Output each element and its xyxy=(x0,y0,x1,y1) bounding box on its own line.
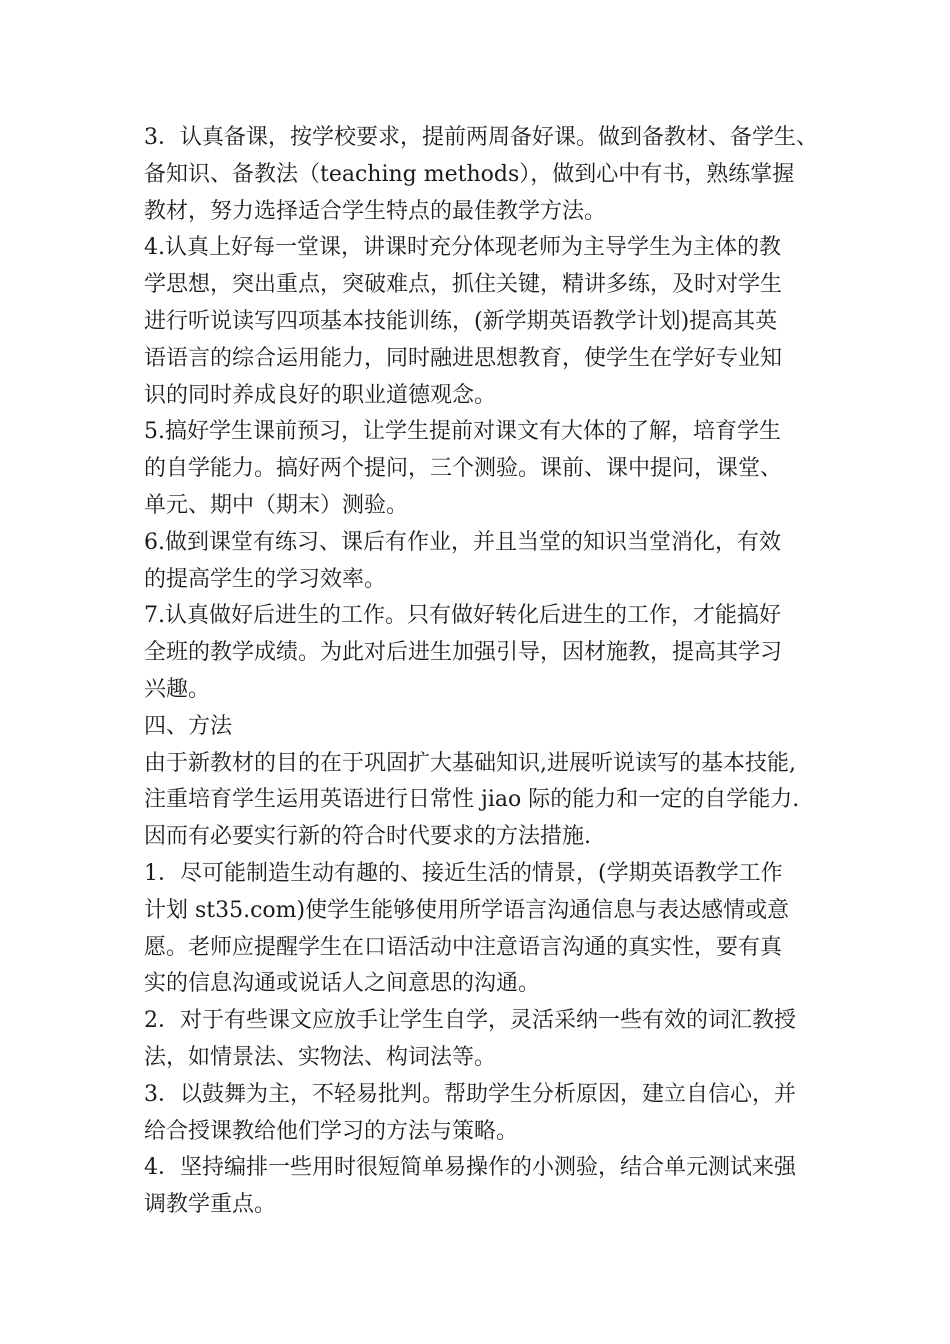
text-line: 注重培育学生运用英语进行日常性 jiao 际的能力和一定的自学能力. xyxy=(144,787,800,813)
text-line: 兴趣。 xyxy=(144,676,211,702)
text-line: 给合授课教给他们学习的方法与策略。 xyxy=(144,1118,519,1144)
text-line: 的提高学生的学习效率。 xyxy=(144,566,387,592)
text-line: 识的同时养成良好的职业道德观念。 xyxy=(144,382,497,408)
text-line: 备知识、备教法（teaching methods），做到心中有书，熟练掌握 xyxy=(144,161,795,187)
text-line: 全班的教学成绩。为此对后进生加强引导，因材施教，提高其学习 xyxy=(144,640,783,666)
text-line: 4．坚持编排一些用时很短简单易操作的小测验，结合单元测试来强 xyxy=(144,1155,796,1181)
text-line: 4.认真上好每一堂课，讲课时充分体现老师为主导学生为主体的教 xyxy=(144,235,781,261)
text-line: 7.认真做好后进生的工作。只有做好转化后进生的工作，才能搞好 xyxy=(144,603,781,629)
text-line: 3．以鼓舞为主，不轻易批判。帮助学生分析原因，建立自信心，并 xyxy=(144,1081,796,1107)
text-line: 调教学重点。 xyxy=(144,1192,277,1218)
text-line: 6.做到课堂有练习、课后有作业，并且当堂的知识当堂消化，有效 xyxy=(144,529,781,555)
text-line: 实的信息沟通或说话人之间意思的沟通。 xyxy=(144,971,541,997)
document-body xyxy=(144,120,834,1224)
text-line: 学思想，突出重点，突破难点，抓住关键，精讲多练，及时对学生 xyxy=(144,272,783,298)
text-line: 由于新教材的目的在于巩固扩大基础知识,进展听说读写的基本技能, xyxy=(144,750,796,776)
text-line: 的自学能力。搞好两个提问，三个测验。课前、课中提问，课堂、 xyxy=(144,456,783,482)
text-line: 2．对于有些课文应放手让学生自学，灵活采纳一些有效的词汇教授 xyxy=(144,1008,796,1034)
text-line: 法，如情景法、实物法、构词法等。 xyxy=(144,1044,497,1070)
text-line: 计划 st35.com)使学生能够使用所学语言沟通信息与表达感情或意 xyxy=(144,897,790,923)
text-line: 3．认真备课，按学校要求，提前两周备好课。做到备教材、备学生、 xyxy=(144,125,818,150)
text-line: 教材，努力选择适合学生特点的最佳教学方法。 xyxy=(144,198,607,224)
text-line: 语语言的综合运用能力，同时融进思想教育，使学生在学好专业知 xyxy=(144,345,783,371)
text-line: 因而有必要实行新的符合时代要求的方法措施. xyxy=(144,824,591,850)
text-line: 1．尽可能制造生动有趣的、接近生活的情景，(学期英语教学工作 xyxy=(144,860,783,886)
text-line: 单元、期中（期末）测验。 xyxy=(144,492,409,518)
text-line: 愿。老师应提醒学生在口语活动中注意语言沟通的真实性，要有真 xyxy=(144,934,783,960)
text-line: 5.搞好学生课前预习，让学生提前对课文有大体的了解，培育学生 xyxy=(144,419,781,445)
section-heading: 四、方法 xyxy=(144,713,233,739)
text-line: 进行听说读写四项基本技能训练，(新学期英语教学计划)提高其英 xyxy=(144,308,778,334)
